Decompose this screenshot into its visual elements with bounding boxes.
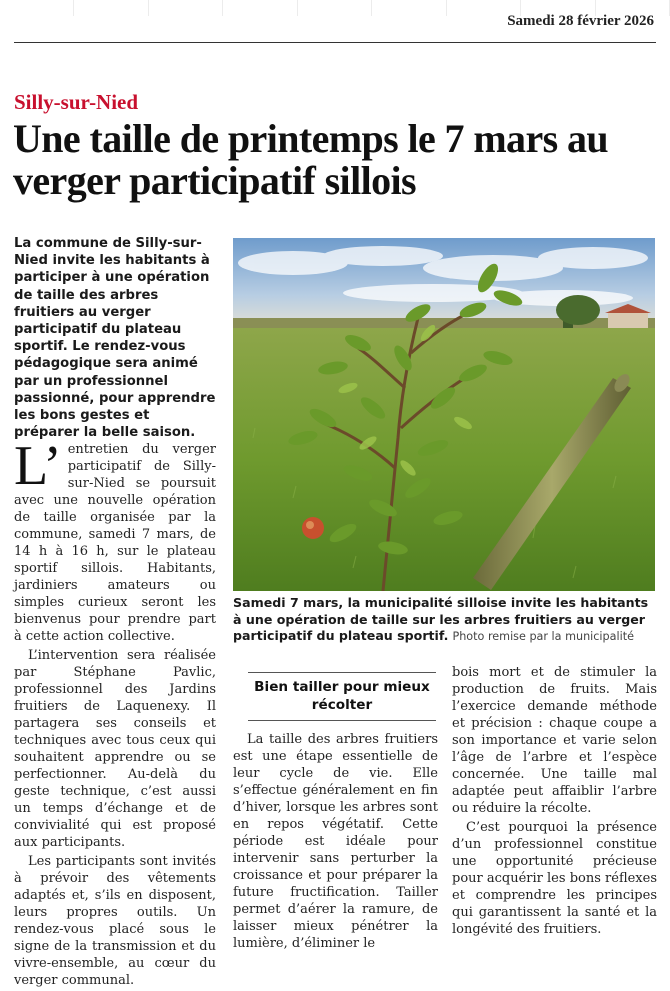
- sidebar-box-title: Bien tailler pour mieux récolter: [254, 679, 430, 713]
- box-paragraph-2: bois mort et de stimuler la production de fruits. Mais l’exercice demande méthode et précision : chaque coupe a son importance et varie selon l’âge de l’arbre et l’espèce concernée. Une taille mal adaptée peut affaiblir l’arbre ou réduire la récolte.: [452, 665, 657, 816]
- article-lead: La commune de Silly-sur-Nied invite les habitants à participer à une opération de taille des arbres fruitiers au verger participatif du plateau sportif. Le rendez-vous pédagogique sera animé par un professionnel passionné, pour apprendre les bons gestes et préparer la belle saison.: [14, 236, 216, 441]
- article-photo: [233, 238, 655, 591]
- caption-text: Samedi 7 mars, la municipalité silloise invite les habitants à une opération de taille sur les arbres fruitiers au verger participatif du plateau sportif.: [233, 595, 649, 643]
- article-kicker: Silly-sur-Nied: [14, 90, 139, 114]
- article-headline: Une taille de printemps le 7 mars au verger participatif sillois: [13, 116, 609, 203]
- box-rule-bottom: [248, 720, 436, 721]
- article-column-1: [14, 435, 216, 991]
- article-column-2: [233, 731, 438, 954]
- header-rule: [14, 42, 656, 43]
- box-rule-top: [248, 672, 436, 673]
- paragraph-2: L’intervention sera réalisée par Stéphane Pavlic, professionnel des Jardins fruitiers de Laquenexy. Il partagera ses conseils et techniques avec tous ceux qui souhaitent apprendre ou se perfectionner. Au-delà du geste technique, c’est aussi un temps d’échange et de convivialité qui est proposé aux participants.: [14, 648, 216, 850]
- paragraph-1: entretien du verger participatif de Silly-sur-Nied se poursuit avec une nouvelle opération de taille organisée par la commune, samedi 7 mars, de 14 h à 16 h, sur le plateau sportif sillois. Habitants, jardiniers amateurs ou simples curieux seront les bienvenus pour prendre part à cette action collective.: [14, 442, 216, 644]
- issue-date: Samedi 28 février 2026: [507, 13, 654, 29]
- photo-caption: [233, 595, 657, 646]
- drop-cap: L’: [14, 435, 62, 497]
- box-paragraph-3: C’est pourquoi la présence d’un professionnel constitue une opportunité précieuse pour acquérir les bons réflexes et comprendre les principes qui garantissent la santé et la longévité des fruitiers.: [452, 820, 657, 937]
- photo-credit: Photo remise par la municipalité: [452, 630, 634, 643]
- paragraph-3: Les participants sont invités à prévoir des vêtements adaptés et, s’ils en disposent, leurs propres outils. Un rendez-vous placé sous le signe de la transmission et du vivre-ensemble, au cœur du verger communal.: [14, 854, 216, 988]
- box-paragraph-1: La taille des arbres fruitiers est une étape essentielle de leur cycle de vie. Elle s’effectue généralement en fin d’hiver, lorsque les arbres sont en repos végétatif. Cette période est idéale pour intervenir sans perturber la croissance et pour préparer la future fructification. Tailler permet d’aérer la ramure, de laisser mieux pénétrer la lumière, d’éliminer le: [233, 732, 438, 951]
- article-column-3: [452, 664, 657, 940]
